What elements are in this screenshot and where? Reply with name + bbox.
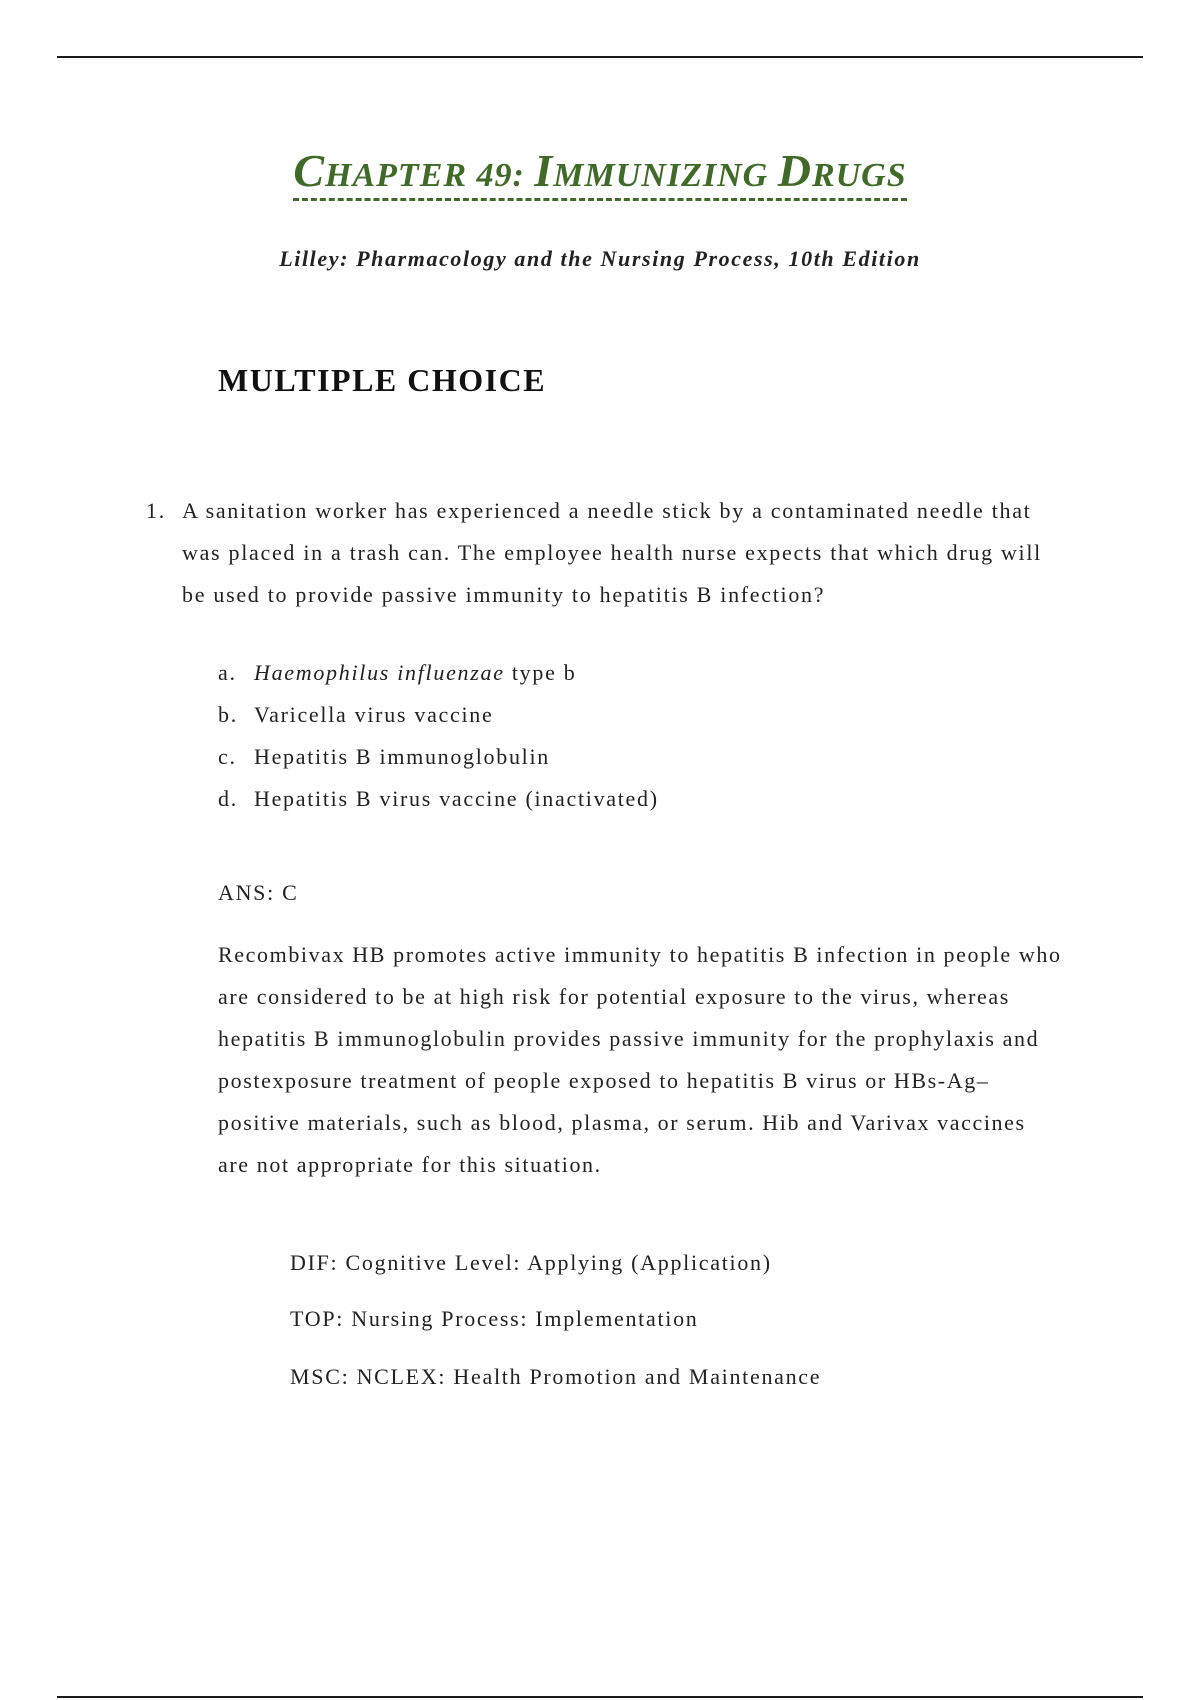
option-letter: a. [218, 660, 237, 685]
book-subtitle: Lilley: Pharmacology and the Nursing Process, 10th Edition [279, 246, 921, 271]
option-a [218, 652, 1038, 694]
title-initial: I [534, 145, 554, 196]
option-plain-text: type b [504, 660, 577, 685]
option-b [218, 694, 1038, 736]
title-initial: D [777, 145, 812, 196]
option-d [218, 778, 1038, 820]
title-text: MMUNIZING [553, 157, 778, 194]
title-initial: C [293, 145, 326, 196]
question-text: A sanitation worker has experienced a needle stick by a contaminated needle that was placed in a trash can. The employee health nurse expects that which drug will be used to provide passive immunity to hepatitis B infection? [182, 498, 1042, 607]
question-stem [146, 490, 1046, 616]
option-letter: d. [218, 786, 238, 811]
bottom-divider [57, 1696, 1143, 1698]
title-text: RUGS [811, 157, 907, 194]
option-text: Hepatitis B virus vaccine (inactivated) [254, 786, 659, 811]
option-letter: c. [218, 744, 237, 769]
chapter-title [293, 146, 906, 201]
msc-label: MSC: NCLEX: Health Promotion and Maintenance [290, 1364, 822, 1389]
option-text [254, 652, 576, 694]
option-text: Varicella virus vaccine [254, 702, 494, 727]
option-c [218, 736, 1038, 778]
title-text: HAPTER 49: [325, 157, 535, 194]
difficulty-level: DIF: Cognitive Level: Applying (Application) [290, 1250, 772, 1275]
option-text: Hepatitis B immunoglobulin [254, 744, 550, 769]
topic-label: TOP: Nursing Process: Implementation [290, 1306, 699, 1331]
option-letter: b. [218, 702, 238, 727]
answer-options [218, 652, 1038, 820]
top-divider [57, 56, 1143, 58]
option-italic-text: Haemophilus influenzae [254, 660, 505, 685]
question-number: 1. [146, 498, 166, 523]
answer-key: ANS: C [218, 880, 299, 905]
rationale-text: Recombivax HB promotes active immunity to hepatitis B infection in people who are considered to be at high risk for potential exposure to the virus, whereas hepatitis B immunoglobulin provides passive immunity for the prophylaxis and postexposure treatment of people exposed to hepatitis B virus or HBs-Ag–positive materials, such as blood, plasma, or serum. Hib and Varivax vaccines are not appropriate for this situation. [218, 942, 1062, 1177]
chapter-title-container [0, 146, 1200, 201]
section-heading: MULTIPLE CHOICE [218, 362, 547, 398]
